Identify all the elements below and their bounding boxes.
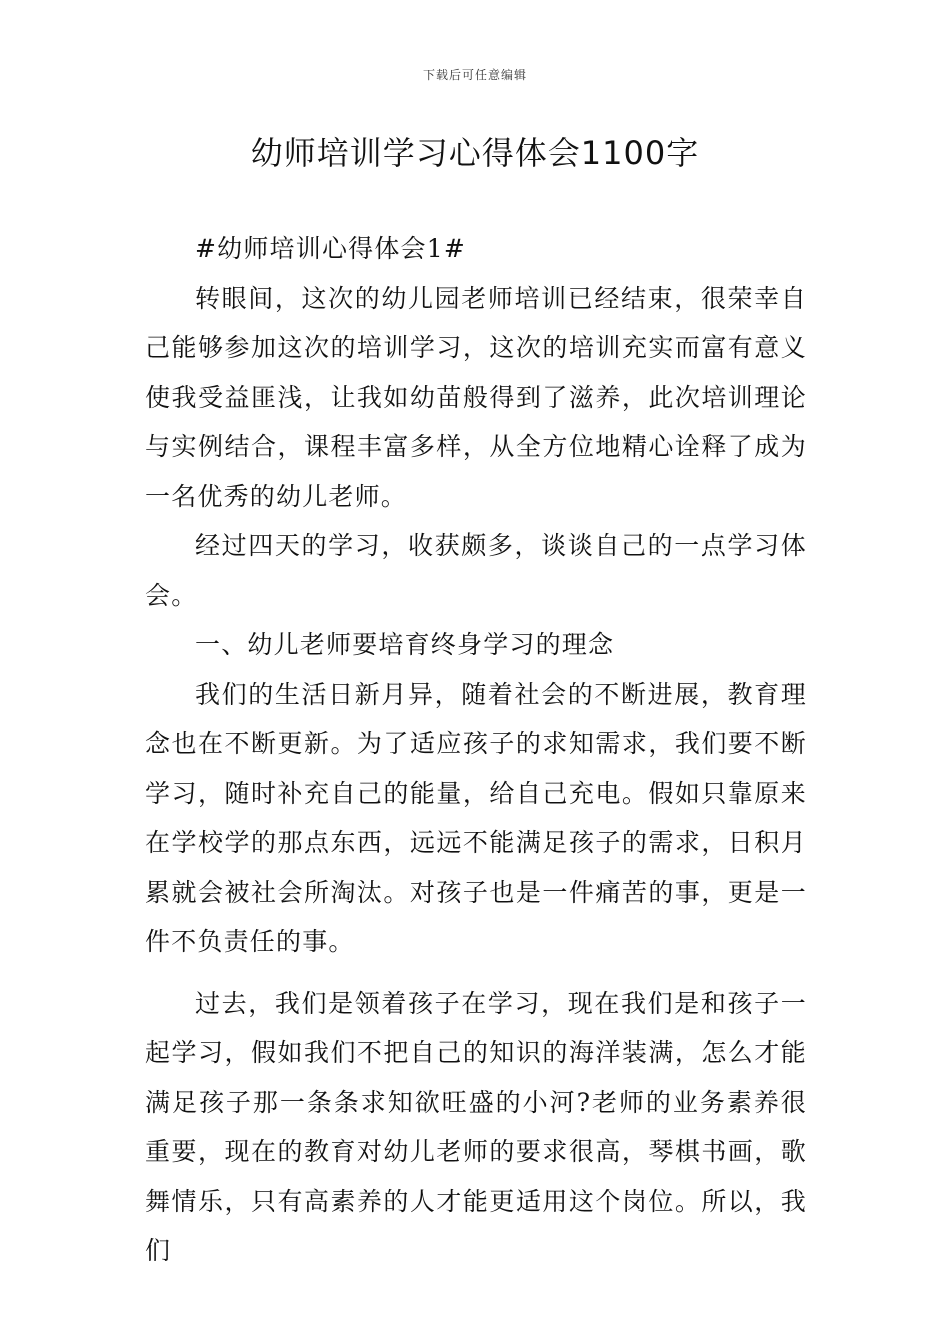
header-note: 下载后可任意编辑 xyxy=(422,68,527,82)
body-paragraph: 转眼间，这次的幼儿园老师培训已经结束，很荣幸自己能够参加这次的培训学习，这次的培训充实而富有意义使我受益匪浅，让我如幼苗般得到了滋养，此次培训理论与实例结合，课程丰富多样，从全方位地精心诠释了成为一名优秀的幼儿老师。 xyxy=(145,283,807,511)
body-paragraph: 我们的生活日新月异，随着社会的不断进展，教育理念也在不断更新。为了适应孩子的求知需求，我们要不断学习，随时补充自己的能量，给自己充电。假如只靠原来在学校学的那点东西，远远不能满足孩子的需求，日积月累就会被社会所淘汰。对孩子也是一件痛苦的事，更是一件不负责任的事。 xyxy=(145,679,807,956)
document-body xyxy=(145,224,807,1276)
section-heading: #幼师培训心得体会1# xyxy=(195,234,467,263)
body-paragraph: 过去，我们是领着孩子在学习，现在我们是和孩子一起学习，假如我们不把自己的知识的海洋装满，怎么才能满足孩子那一条条求知欲旺盛的小河?老师的业务素养很重要，现在的教育对幼儿老师的要求很高，琴棋书画，歌舞情乐，只有高素养的人才能更适用这个岗位。所以，我们 xyxy=(145,988,807,1265)
section-heading: 一、幼儿老师要培育终身学习的理念 xyxy=(195,630,615,659)
body-paragraph: 经过四天的学习，收获颇多，谈谈自己的一点学习体会。 xyxy=(145,531,807,610)
document-title: 幼师培训学习心得体会1100字 xyxy=(250,134,700,172)
